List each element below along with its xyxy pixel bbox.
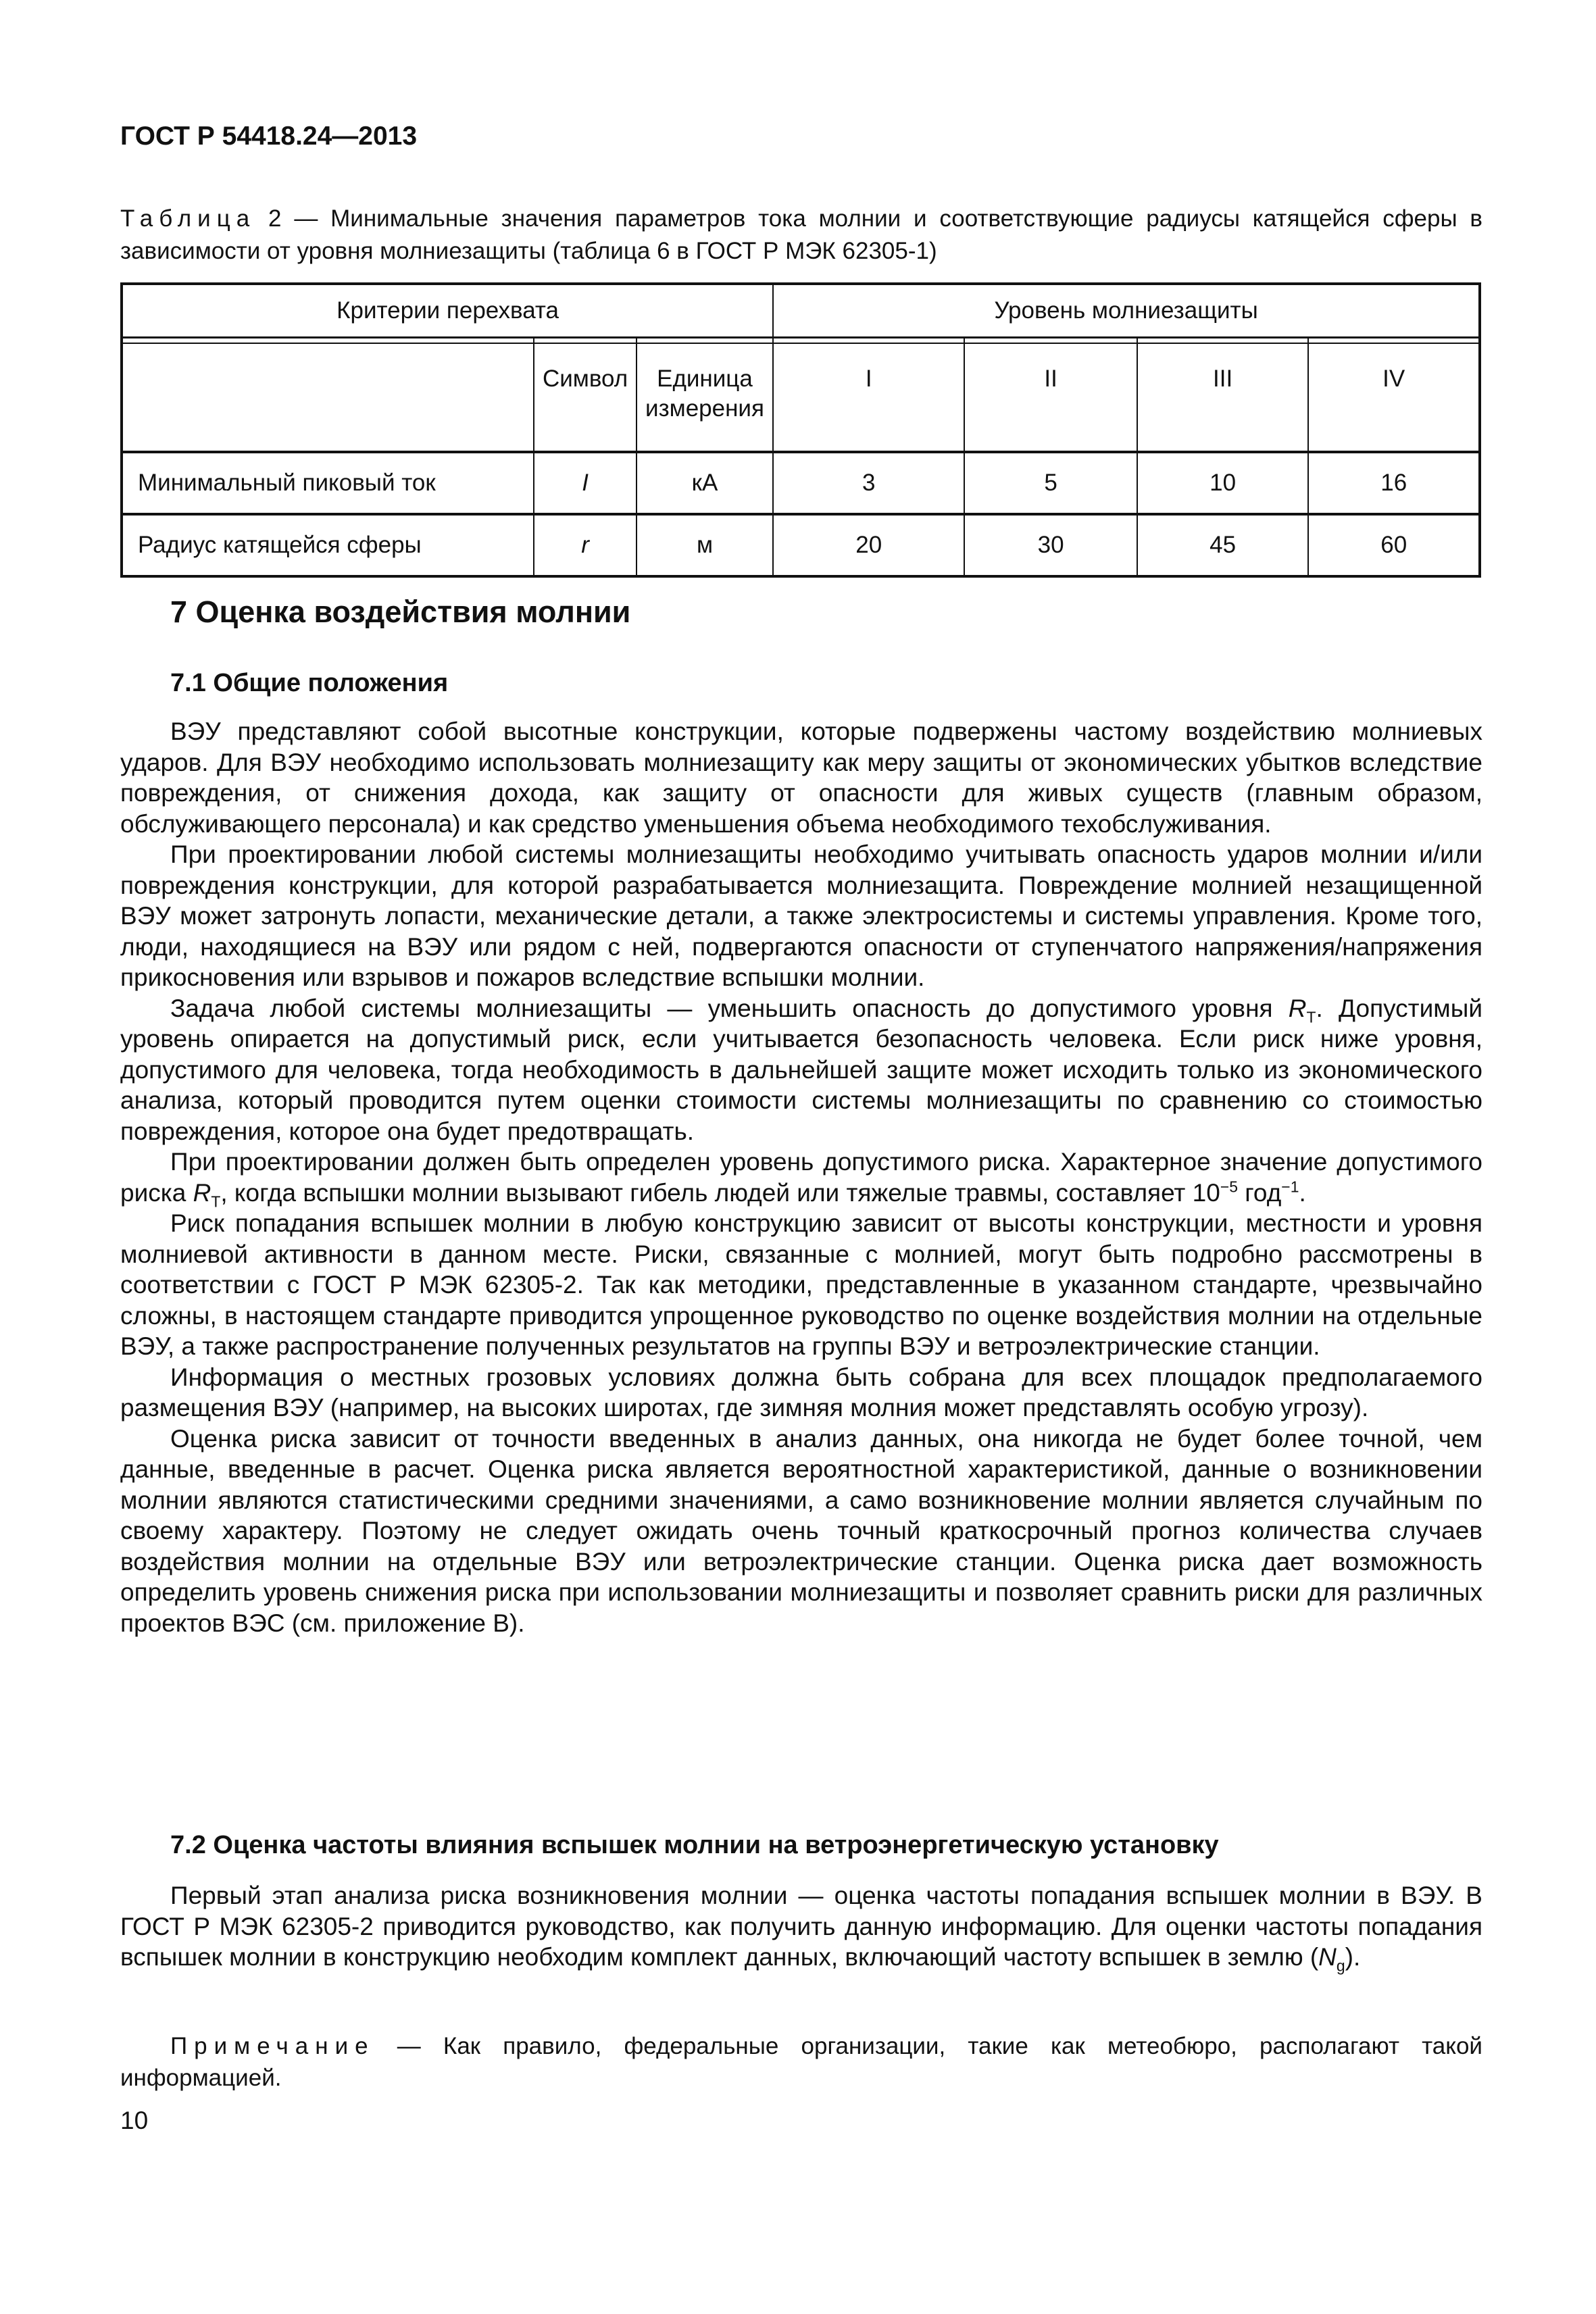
row-label: Радиус катящейся сферы — [122, 514, 534, 576]
subscript: T — [211, 1192, 221, 1210]
row-symbol: r — [534, 514, 637, 576]
section-7-1-title: 7.1 Общие положения — [170, 669, 449, 697]
table-caption — [120, 203, 1482, 268]
row-value: 16 — [1308, 452, 1480, 514]
header-criteria: Критерии перехвата — [122, 284, 773, 338]
text: . — [1299, 1178, 1306, 1207]
text: При проектировании должен быть определен уровень допустимого риска. Характерное значение допустимого риска — [120, 1148, 1482, 1207]
row-value: 30 — [964, 514, 1137, 576]
table-row — [122, 452, 1480, 514]
paragraph — [120, 1880, 1482, 1973]
paragraph: При проектировании любой системы молниезащиты необходимо учитывать опасность ударов молнии и/или повреждения конструкции, для которой разрабатывается молниезащита. Повреждение молнией незащищенной ВЭУ может затронуть лопасти, механические детали, а также электросистемы и системы управления. Кроме того, люди, находящиеся на ВЭУ или рядом с ней, подвергаются опасности от ступенчатого напряжения/напряжения прикосновения или взрывов и пожаров вследствие вспышки молнии. — [120, 840, 1482, 991]
table-caption-label: Таблица — [120, 205, 256, 232]
superscript: −5 — [1220, 1178, 1238, 1196]
row-unit: м — [637, 514, 773, 576]
level-3: III — [1137, 343, 1309, 452]
paragraph: ВЭУ представляют собой высотные конструкции, которые подвержены частому воздействию молниевых ударов. Для ВЭУ необходимо использовать молниезащиту как меру защиты от экономических убытков вследствие повреждения, от снижения дохода, как защиту от опасности для живых существ (главным образом, обслуживающего персонала) и как средство уменьшения объема необходимого техобслуживания. — [120, 718, 1482, 838]
row-label: Минимальный пиковый ток — [122, 452, 534, 514]
subheader-symbol: Символ — [534, 343, 637, 452]
superscript: −1 — [1281, 1178, 1299, 1196]
row-value: 60 — [1308, 514, 1480, 576]
text: год — [1237, 1178, 1282, 1207]
row-value: 10 — [1137, 452, 1309, 514]
text: ). — [1345, 1943, 1361, 1971]
subscript: g — [1336, 1957, 1345, 1975]
subscript: T — [1306, 1007, 1316, 1026]
text: Задача любой системы молниезащиты — уменьшить опасность до допустимого уровня — [170, 994, 1289, 1022]
level-4: IV — [1308, 343, 1480, 452]
header-protection-level: Уровень молниезащиты — [773, 284, 1480, 338]
subheader-unit: Единица измерения — [637, 343, 773, 452]
symbol: R — [1288, 994, 1307, 1022]
symbol: R — [193, 1178, 211, 1207]
standard-header: ГОСТ Р 54418.24—2013 — [120, 122, 418, 151]
paragraph — [120, 1147, 1482, 1208]
row-value: 3 — [773, 452, 964, 514]
page-number: 10 — [120, 2107, 149, 2134]
level-1: I — [773, 343, 964, 452]
row-value: 45 — [1137, 514, 1309, 576]
paragraph — [120, 993, 1482, 1147]
table-caption-number: 2 — [268, 205, 282, 232]
symbol: N — [1318, 1943, 1337, 1971]
note-label: Примечание — [170, 2033, 375, 2059]
note — [120, 2030, 1482, 2094]
row-value: 5 — [964, 452, 1137, 514]
section-7-2-body — [120, 1880, 1482, 1973]
level-2: II — [964, 343, 1137, 452]
row-symbol: I — [534, 452, 637, 514]
paragraph: Риск попадания вспышек молнии в любую конструкцию зависит от высоты конструкции, местности и уровня молниевой активности в данном месте. Риски, связанные с молнией, могут быть подробно рассмотрены в соответствии с ГОСТ Р МЭК 62305-2. Так как методики, представленные в указанном стандарте, чрезвычайно сложны, в настоящем стандарте приводится упрощенное руководство по оценке воздействия молнии на отдельные ВЭУ, а также распространение полученных результатов на группы ВЭУ и ветроэлектрические станции. — [120, 1209, 1482, 1360]
table-caption-text: — Минимальные значения параметров тока молнии и соответствующие радиусы катящейся сферы в зависимости от уровня молниезащиты (таблица 6 в ГОСТ Р МЭК 62305-1) — [120, 205, 1482, 264]
section-7-2-title: 7.2 Оценка частоты влияния вспышек молнии на ветроэнергетическую установку — [170, 1831, 1219, 1859]
text: . Допустимый уровень опирается на допустимый риск, если учитывается безопасность человека. Если риск ниже уровня, допустимого для человека, тогда необходимость в дальнейшей защите может исходить только из экономического анализа, который проводится путем оценки стоимости системы молниезащиты по сравнению со стоимостью повреждения, которое она будет предотвращать. — [120, 994, 1482, 1145]
note-text: — Как правило, федеральные организации, такие как метеобюро, располагают такой информацией. — [120, 2033, 1482, 2091]
text: Первый этап анализа риска возникновения молнии — оценка частоты попадания вспышек молнии в ВЭУ. В ГОСТ Р МЭК 62305-2 приводится руководство, как получить данную информацию. Для оценки частоты попадания вспышек молнии в конструкцию необходим комплект данных, включающий частоту вспышек в землю ( — [120, 1882, 1482, 1971]
lightning-parameters-table — [120, 282, 1481, 578]
text: , когда вспышки молнии вызывают гибель людей или тяжелые травмы, составляет 10 — [220, 1178, 1220, 1207]
subheader-empty — [122, 343, 534, 452]
row-value: 20 — [773, 514, 964, 576]
paragraph: Оценка риска зависит от точности введенных в анализ данных, она никогда не будет более точной, чем данные, введенные в расчет. Оценка риска является вероятностной характеристикой, данные о возникновении молнии являются статистическими средними значениями, а само возникновение молнии является случайным по своему характеру. Поэтому не следует ожидать очень точный краткосрочный прогноз количества случаев воздействия молнии на отдельные ВЭУ или ветроэлектрические станции. Оценка риска дает возможность определить уровень снижения риска при использовании молниезащиты и позволяет сравнить риски для различных проектов ВЭС (см. приложение В). — [120, 1424, 1482, 1637]
row-unit: кА — [637, 452, 773, 514]
section-7-1-body — [120, 716, 1482, 1638]
paragraph: Информация о местных грозовых условиях должна быть собрана для всех площадок предполагаемого размещения ВЭУ (например, на высоких широтах, где зимняя молния может представлять особую угрозу). — [120, 1363, 1482, 1422]
section-7-title: 7 Оценка воздействия молнии — [170, 595, 631, 629]
table-row — [122, 514, 1480, 576]
